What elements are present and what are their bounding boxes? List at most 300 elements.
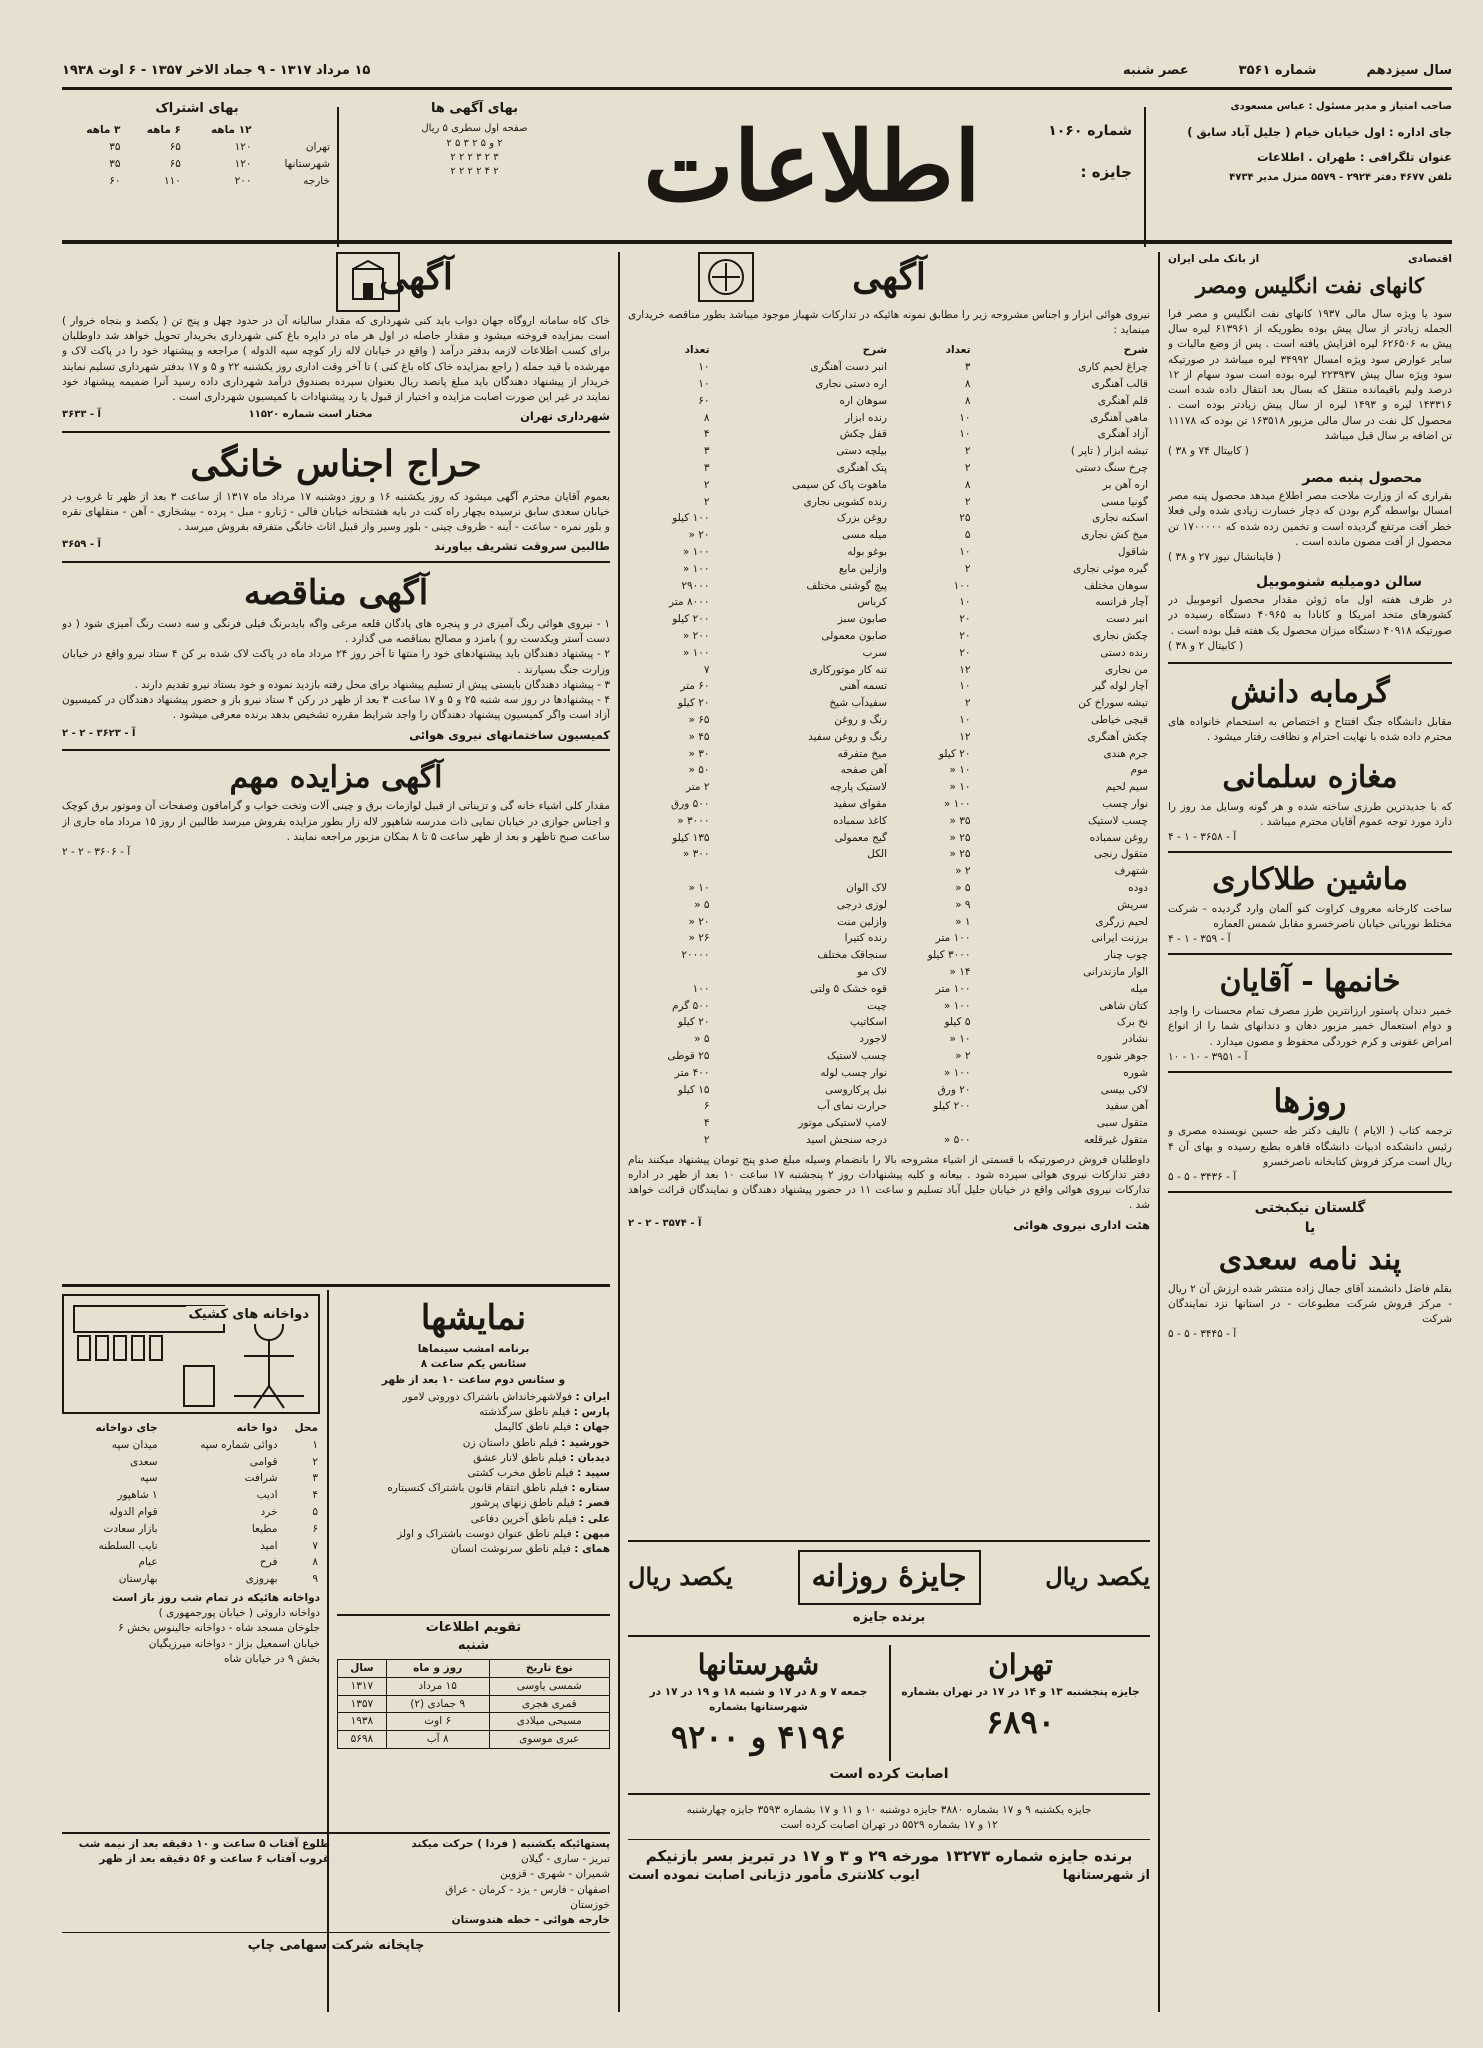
- date-label: ۱۵ مرداد ۱۳۱۷ - ۹ جماد الاخر ۱۳۵۷ - ۶ اوت ۱۹۳۸: [62, 63, 371, 78]
- auction-title: حراج اجناس خانگی: [190, 442, 482, 485]
- item-description: قیچی خیاطی: [1090, 713, 1148, 726]
- item-description: نخ برک: [1116, 1016, 1148, 1029]
- item-quantity: ۲۰ کیلو: [677, 697, 710, 710]
- prize-winner-label: برنده جایزه: [852, 1609, 926, 1625]
- item-description: چکش نجاری: [1092, 629, 1148, 642]
- items-row: [628, 494, 1150, 511]
- item-quantity: ۱۳۵ کیلو: [672, 831, 710, 844]
- item-description: میله مسی: [842, 529, 888, 542]
- items-row: [628, 544, 1150, 561]
- air-force-seal-icon: [698, 252, 754, 302]
- tender-p1: ۱ - نیروی هوائی رنگ آمیزی در و پنجره های پادگان قلعه مرغی واگه بایدبرنگ فیلی فرنگی و سه دست رنگ آمیزی شود ( دو دست آستر ویکدست رو ) بامزد و مصالح بمناقصه می گذارد .: [62, 618, 610, 646]
- municipal-notice-body: خاک کاه سامانه اروگاه جهان دواب باید کنی شهرداری که مقدار سالیانه آن در حدود چهل و پنج تن ( یکصد و بنجاه خروار ) است بمزایده فروخته میشود و مقدار حاصله در اول هر ماه در داپره باغ کنی شهرداری بخریدار تحویل خواهد شد داوطلبان برای کسب اطلاعات لازمه بدفتر درآمد ( واقع در خیابان لاله زار کوچه سپه الدوله ) مراجعه و پیشنهاد خود را در پاکت لاک و مهرشده با قید جمله ( راجع بمزایده خاک کاه باغ کنی ) تا آخر وقت اداری روز یکشنبه ۲۲ و ۵ و ۱۷ بدفتر شهرداری تسلیم نمایند خریدار از پیشنهاد دهندگان باید مبلغ پانصد ریال بعنوان سپرده بصندوق درآمد شهرداری داده رسید آنرا ضمیمه پیشنهاد خود نمایند در غیر این صورت اصابت مزایده و اختیار از قبول یا رد پیشنهادات با کمیسیون شهرداری است .: [62, 315, 610, 404]
- items-row: [628, 846, 1150, 863]
- pharm-cell: ۴: [312, 1489, 318, 1502]
- items-row: [628, 762, 1150, 779]
- item-description: میله: [1130, 982, 1148, 995]
- item-quantity: ۸: [964, 478, 971, 491]
- item-description: رنده کتیرا: [844, 932, 888, 945]
- center-column: [628, 252, 1150, 1537]
- item-quantity: ۱۰۰ «: [682, 646, 710, 659]
- barber-code: آ - ۳۶۵۸ - ۱ - ۴: [1168, 831, 1237, 843]
- item-quantity: ۲: [964, 462, 971, 475]
- item-description: سفیدآب شیخ: [829, 697, 888, 710]
- item-quantity: ۱۰ «: [688, 881, 710, 894]
- item-quantity: ۴: [703, 428, 710, 441]
- sunset-line: غروب آفتاب ۶ ساعت و ۵۶ دقیقه بعد از ظهر: [99, 1853, 330, 1866]
- item-quantity: ۲: [964, 445, 971, 458]
- item-description: شوره: [1123, 1066, 1148, 1079]
- item-description: سریش: [1117, 898, 1148, 911]
- item-description: لامپ لاستیکی موتور: [798, 1117, 888, 1130]
- pharm-cell: فرح: [259, 1556, 278, 1569]
- items-row: [628, 678, 1150, 695]
- pharm-header: دوا خانه: [236, 1422, 278, 1434]
- day-label: عصر شنبه: [1123, 63, 1189, 78]
- film-title: فیلم ناطق زنهای پرشور: [470, 1497, 576, 1510]
- right-column: [1168, 252, 1452, 2022]
- prize-bottom-2a: از شهرستانها: [1062, 1868, 1150, 1884]
- item-description: قالب آهنگری: [1091, 378, 1148, 391]
- top-line: [62, 62, 1452, 84]
- barber-title: مغازه سلمانی: [1222, 759, 1398, 795]
- issue-number: شماره ۱۰۶۰: [1048, 123, 1132, 139]
- item-quantity: ۲: [703, 1133, 710, 1146]
- film-title: فیلم ناطق لانار عشق: [473, 1451, 567, 1464]
- pharm-header: جای دواخانه: [95, 1422, 158, 1434]
- item-quantity: ۱۰: [959, 428, 971, 441]
- calendar-cell: ۱۳۱۷: [338, 1677, 387, 1695]
- cities-desc: جمعه ۷ و ۸ در ۱۷ و شنبه ۱۸ و ۱۹ در ۱۷ در شهرستانها بشماره: [649, 1685, 868, 1714]
- show-item: [337, 1420, 610, 1435]
- item-description: ماهوت پاک کن سیمی: [792, 478, 888, 491]
- calendar-row: [338, 1695, 610, 1713]
- calendar-section: [337, 1614, 610, 1834]
- pharm-cell: عیام: [138, 1556, 158, 1569]
- item-quantity: ۱۰۰: [692, 982, 710, 995]
- item-description: قلم آهنگری: [1097, 394, 1148, 407]
- item-quantity: ۱۰ «: [949, 764, 971, 777]
- bottom-left-section: [62, 1832, 610, 2022]
- item-description: الکل: [867, 848, 888, 861]
- item-quantity: ۳۰۰۰ «: [677, 814, 710, 827]
- office-line: جای اداره : اول خیابان خیام ( جلیل آباد سابق ): [1187, 125, 1452, 140]
- masthead-issue: [1002, 122, 1132, 242]
- film-title: فیلم ناطق انتقام قانون باشتراک کنسیتاره: [387, 1482, 568, 1495]
- ad-rates-row: ۲ و ۵ ۲ ۳ ۵ ۲: [446, 137, 503, 149]
- item-quantity: ۳: [964, 361, 971, 374]
- ad-rates-row: ۳ ۲ ۳ ۲ ۲ ۲: [450, 151, 499, 163]
- show-item: [337, 1451, 610, 1466]
- golestan-pre: گلستان نیکبختی: [1254, 1200, 1366, 1217]
- item-quantity: ۲۰: [959, 646, 971, 659]
- pharm-row: [62, 1470, 320, 1487]
- items-row: [628, 729, 1150, 746]
- items-row: [628, 863, 1150, 880]
- tender-p3: ۳ - پیشنهاد دهندگان بایستی پیش از تسلیم پیشنهاد برای محل رفته بازدید نموده و خود بستاد نیرو تقدیم دارند .: [134, 678, 610, 691]
- item-description: وازلین منت: [837, 915, 888, 928]
- items-row: [628, 830, 1150, 847]
- item-quantity: ۸۰۰۰ متر: [669, 596, 710, 609]
- item-description: تیشه ابزار ( تاپر ): [1070, 445, 1148, 458]
- bid-code: آ - ۳۶۰۶ - ۲ - ۲: [62, 846, 131, 859]
- item-description: چسب لاستیک: [1087, 814, 1148, 827]
- pharm-cell: ۱: [312, 1438, 318, 1451]
- items-row: [628, 611, 1150, 628]
- item-quantity: ۲: [703, 495, 710, 508]
- show-item: [337, 1436, 610, 1451]
- ad-rates-head: صفحه اول سطری ۵ ریال: [421, 123, 528, 135]
- item-description: متقول رنجی: [1093, 848, 1148, 861]
- days-code: آ - ۳۴۳۶ - ۵ - ۵: [1168, 1171, 1237, 1184]
- item-quantity: ۲۰ «: [688, 915, 710, 928]
- center-intro: نیروی هوائی ابزار و اجناس مشروحه زیر را مطابق نمونه هائیکه در تدارکات شهباز موجود میباشد بطور مناقصه خریداری مینماید :: [628, 309, 1150, 337]
- item-description: وازلین مایع: [838, 562, 888, 575]
- shows-section: [337, 1294, 610, 1604]
- items-row: [628, 947, 1150, 964]
- cities-number: ۴۱۹۶ و ۹۲۰۰: [670, 1718, 847, 1757]
- shows-list: [337, 1390, 610, 1557]
- item-description: گونیا مسی: [1101, 495, 1148, 508]
- days-title: روزها: [1273, 1081, 1347, 1120]
- item-description: جوهر شوره: [1096, 1049, 1148, 1062]
- pharm-open-2: جلوخان مسجد شاه - دواخانه جالینوس بخش ۶: [118, 1622, 320, 1635]
- item-quantity: ۲۰: [959, 613, 971, 626]
- typewriter-code: آ - ۳۵۹ - ۱ - ۴: [1168, 933, 1231, 946]
- items-row: [628, 662, 1150, 679]
- cal-header: سال: [338, 1659, 387, 1677]
- tehran-desc: جایزه پنجشنبه ۱۳ و ۱۴ در ۱۷ در تهران بشماره: [901, 1685, 1140, 1698]
- golestan-ya: یا: [1304, 1220, 1316, 1237]
- item-quantity: ۵: [964, 529, 971, 542]
- items-row: [628, 443, 1150, 460]
- calendar-cell: شمسی یاوسی: [489, 1677, 609, 1695]
- municipal-notice-sign: شهرداری تهران: [520, 409, 610, 424]
- source-label: از بانک ملی ایران: [1168, 253, 1260, 265]
- items-row: [628, 712, 1150, 729]
- sunrise-line: طلوع آفتاب ۵ ساعت و ۱۰ دقیقه بعد از نیمه شب: [78, 1838, 330, 1850]
- item-quantity: ۲۰۰ «: [682, 629, 710, 642]
- item-quantity: ۵ «: [955, 881, 971, 894]
- item-quantity: ۲: [964, 495, 971, 508]
- ladies-title: خانمها - آقایان: [1219, 964, 1401, 1000]
- film-title: فیلم ناطق کالیمل: [494, 1421, 572, 1434]
- issue-label: شماره ۳۵۶۱: [1238, 63, 1317, 78]
- calendar-row: [338, 1713, 610, 1731]
- item-description: اسکنه نجاری: [1092, 512, 1148, 525]
- calendar-row: [338, 1731, 610, 1749]
- tender-p2: ۲ - پیشنهاد دهندگان باید پیشنهادهای خود را منتها تا آخر روز ۲۴ مرداد ماه در پاکت لاک شده بر کن ۴ ستاد نیرو واقع در خیابان وزارت جنگ بسپارند .: [62, 648, 610, 676]
- tender-code: آ - ۳۶۲۳ - ۲ - ۲: [62, 727, 136, 739]
- subscription: [62, 100, 332, 250]
- item-quantity: ۲۰ کیلو: [677, 1016, 710, 1029]
- item-quantity: ۲ متر: [685, 781, 710, 794]
- item-description: رنده کشویی نجاری: [803, 495, 888, 508]
- calendar-weekday: شنبه: [457, 1638, 490, 1654]
- item-description: چرخ سنگ دستی: [1075, 462, 1148, 475]
- item-quantity: ۲ «: [955, 1049, 971, 1062]
- show-item: [337, 1496, 610, 1511]
- pharm-open-4: بخش ۹ در خیابان شاه: [223, 1652, 320, 1665]
- item-description: لاکی بیسی: [1100, 1083, 1148, 1096]
- show-item: [337, 1542, 610, 1557]
- item-quantity: ۲ «: [955, 865, 971, 878]
- items-row: [628, 981, 1150, 998]
- economic-label: اقتصادی: [1407, 253, 1452, 265]
- show-item: [337, 1405, 610, 1420]
- items-row: [628, 1098, 1150, 1115]
- items-header: شرح: [1123, 344, 1148, 357]
- film-title: فیلم ناطق داستان زن: [462, 1436, 558, 1449]
- show-item: [337, 1481, 610, 1496]
- item-quantity: ۴۵ «: [688, 730, 710, 743]
- item-quantity: ۷: [703, 663, 710, 676]
- calendar-cell: ۸ آب: [386, 1731, 489, 1749]
- cal-header: نوع تاریخ: [489, 1659, 609, 1677]
- prize-title: جایزهٔ روزانه: [798, 1550, 981, 1605]
- pharmacy-banner: دواخانه های کشیک: [186, 1306, 313, 1324]
- show-item: [337, 1390, 610, 1405]
- sub-val: ۲۰۰: [234, 174, 252, 187]
- item-quantity: ۲۶ «: [688, 932, 710, 945]
- show-item: [337, 1466, 610, 1481]
- telegram-line: عنوان تلگرافی : طهران . اطلاعات: [1256, 149, 1452, 164]
- item-quantity: ۲۵: [959, 512, 971, 525]
- item-quantity: ۵ کیلو: [944, 1016, 971, 1029]
- item-description: حرارت نمای آب: [816, 1100, 888, 1113]
- cinema-name: جهان :: [574, 1421, 610, 1434]
- prize-label: جایزه :: [1080, 162, 1132, 181]
- cal-header: روز و ماه: [386, 1659, 489, 1677]
- item-description: آهن صفحه: [840, 764, 888, 777]
- pharmacist-illustration-icon: [62, 1294, 320, 1414]
- typewriter-title: ماشین طلاکاری: [1212, 862, 1408, 898]
- cinema-name: دیدبان :: [569, 1451, 610, 1464]
- item-description: اره آهن بر: [1102, 478, 1148, 491]
- item-quantity: ۱۰: [698, 378, 710, 391]
- municipality-emblem-icon: [336, 252, 400, 312]
- pharm-cell: خرد: [260, 1505, 278, 1518]
- item-quantity: ۱۰: [698, 361, 710, 374]
- sub-val: ۶۰: [109, 174, 121, 187]
- item-description: صابون معمولی: [821, 629, 888, 642]
- masthead-title-box: [622, 100, 1002, 250]
- items-row: [628, 1014, 1150, 1031]
- prize-section: [628, 1550, 1150, 2020]
- calendar-row: [338, 1677, 610, 1695]
- item-description: تسمه آهنی: [839, 680, 888, 693]
- items-row: [628, 813, 1150, 830]
- item-quantity: [628, 964, 712, 981]
- items-table: [628, 342, 1150, 1148]
- post-line: خوزستان: [570, 1898, 610, 1911]
- center-sign: هئت اداری نیروی هوائی: [1013, 1217, 1150, 1232]
- item-quantity: ۱۰۰ متر: [935, 932, 971, 945]
- film-title: فولاشهرخانداش باشتراک دوروتی لامور: [402, 1390, 573, 1403]
- item-description: اسکاتیپ: [849, 1016, 888, 1029]
- items-row: [628, 426, 1150, 443]
- item-description: سیم لحیم: [1105, 781, 1148, 794]
- item-description: الوار مازندرانی: [1083, 965, 1148, 978]
- left-top-column: [62, 252, 610, 1282]
- item-description: ماهی آهنگری: [1090, 411, 1148, 424]
- item-quantity: ۲۰ «: [688, 529, 710, 542]
- item-description: موم: [1130, 764, 1148, 777]
- item-description: رنگ و روغن: [834, 713, 888, 726]
- calendar-cell: ۱۵ مرداد: [386, 1677, 489, 1695]
- items-header: شرح: [862, 344, 888, 357]
- item-description: آهن سفید: [1105, 1100, 1148, 1113]
- golestan-title: پند نامه سعدی: [1218, 1242, 1402, 1277]
- show-item: [337, 1512, 610, 1527]
- prize-left-amount: یکصد ریال: [628, 1562, 733, 1592]
- bath-title: گرمابه دانش: [1230, 674, 1390, 710]
- sub-col: ۶ ماهه: [146, 124, 181, 137]
- cinema-name: پارس :: [573, 1406, 610, 1419]
- item-quantity: ۳: [703, 462, 710, 475]
- pharm-cell: سپه: [140, 1472, 158, 1485]
- pharm-row: [62, 1571, 320, 1588]
- sub-val: ۱۱۰: [164, 174, 181, 187]
- sub-val: ۱۲۰: [234, 158, 252, 171]
- item-quantity: ۵ «: [694, 898, 710, 911]
- items-row: [628, 914, 1150, 931]
- item-description: نشادر: [1122, 1033, 1148, 1046]
- items-row: [628, 897, 1150, 914]
- pharm-cell: بهارستان: [118, 1573, 158, 1586]
- item-quantity: ۶۵ «: [688, 713, 710, 726]
- item-description: نوار چسب: [1102, 797, 1148, 810]
- item-quantity: ۲۰ کیلو: [938, 747, 971, 760]
- pharm-cell: ۶: [312, 1522, 318, 1535]
- item-quantity: ۱۴ «: [949, 965, 971, 978]
- item-description: شتهرف: [1114, 865, 1148, 878]
- item-description: برزنت ایرانی: [1091, 932, 1148, 945]
- item-description: قفل چکش: [839, 428, 888, 441]
- cinema-name: سپید :: [577, 1467, 610, 1480]
- item-quantity: ۲۰۰۰۰: [681, 949, 710, 962]
- item-description: چوب چنار: [1104, 949, 1148, 962]
- pharm-row: [62, 1437, 320, 1454]
- shows-sub-3: و سئانس دوم ساعت ۱۰ بعد از ظهر: [381, 1373, 566, 1386]
- items-row: [628, 561, 1150, 578]
- sub-row-name: شهرستانها: [284, 158, 330, 171]
- pharm-cell: قوام الدوله: [108, 1505, 158, 1518]
- cotton-text: بقراری که از وزارت ملاحت مصر اطلاع میدهد محصول پنبه مصر امسال بواسطه گرم بودن که دچار خسارت زیادی شده ولی فعلا خطر آفت مرتفع گردیده است و تخمین زده شده که ۱۷۰۰۰۰۰ تن محصول از آفت مصون مانده است .: [1168, 490, 1452, 548]
- item-description: تیشه سوراخ کن: [1078, 697, 1148, 710]
- pharm-row: [62, 1504, 320, 1521]
- post-title: پستهائیکه یکشنبه ( فردا ) حرکت میکند: [411, 1838, 610, 1850]
- item-quantity: ۱۰۰ «: [943, 797, 971, 810]
- item-quantity: ۵۰۰ گرم: [671, 999, 710, 1012]
- prize-right-amount: یکصد ریال: [1045, 1562, 1150, 1592]
- item-description: لاک مو: [857, 965, 888, 978]
- items-row: [628, 998, 1150, 1015]
- calendar-title: تقویم اطلاعات: [425, 1620, 522, 1635]
- items-row: [628, 645, 1150, 662]
- pharm-cell: ادیب: [256, 1489, 278, 1502]
- item-quantity: ۲۵ قوطی: [667, 1049, 710, 1062]
- item-description: لوزی درجی: [836, 898, 888, 911]
- post-line: خارجه هوائی - خطه هندوستان: [451, 1914, 610, 1927]
- film-title: فیلم ناطق سرنوشت انسان: [450, 1543, 571, 1556]
- pharm-row: [62, 1554, 320, 1571]
- item-quantity: ۳: [703, 445, 710, 458]
- item-quantity: ۲۰۰ کیلو: [933, 1100, 971, 1113]
- prize-note: اصابت کرده است: [829, 1765, 949, 1782]
- pharm-cell: ۱ شاهپور: [117, 1489, 158, 1502]
- oil-source: ( کابیتال ۷۴ و ۳۸ ): [1168, 445, 1249, 457]
- item-quantity: ۱۰۰: [953, 579, 971, 592]
- items-header: تعداد: [945, 344, 971, 357]
- item-description: آچار لوله گیر: [1092, 680, 1148, 693]
- item-description: [712, 863, 889, 880]
- items-row: [628, 393, 1150, 410]
- item-quantity: ۲۰۰ کیلو: [672, 613, 710, 626]
- post-line: شمیران - شهری - قزوین: [500, 1868, 610, 1881]
- bid-body: مقدار کلی اشیاء خانه گی و تزیناتی از قبیل لوازمات برق و چینی آلات وتخت خواب و گرامافون وصفحات آن وموتور برق کوچک و اجناس جوازی در خیابان نمایی ذات مدرسه شاهپور لاله زار بطور مزایده بفروش میرسد طالبین از روز ۱۵ مرداد ماه جاری از ساعت صبح تاظهر و بعد از ظهر ساعت ۵ تا ۸ بمکان مزبور مراجعه نمایند .: [62, 800, 610, 843]
- item-quantity: ۲۹۰۰۰: [681, 579, 710, 592]
- oil-title: کانهای نفت انگلیس ومصر: [1195, 273, 1425, 299]
- items-row: [628, 964, 1150, 981]
- items-row: [628, 628, 1150, 645]
- item-description: من نجاری: [1104, 663, 1148, 676]
- item-description: کاغذ سمباده: [833, 814, 888, 827]
- pharm-cell: بازار سعادت: [103, 1522, 158, 1535]
- calendar-cell: ۱۳۵۷: [338, 1695, 387, 1713]
- barber-text: که با جدیدترین طرزی ساخته شده و هر گونه وسایل مد روز را دارد مورد توجه عموم آقایان محترم میباشد .: [1168, 800, 1452, 828]
- items-row: [628, 930, 1150, 947]
- pharm-cell: ۵: [312, 1505, 318, 1518]
- pharm-cell: مطیعا: [251, 1522, 278, 1535]
- item-description: سرب: [862, 646, 888, 659]
- item-description: میخ کش نجاری: [1081, 529, 1148, 542]
- items-row: [628, 594, 1150, 611]
- cinema-name: فصر :: [578, 1497, 610, 1510]
- printer-line: چاپخانه شرکت سهامی چاپ: [247, 1938, 425, 1954]
- item-description: نوار چسب لوله: [820, 1066, 888, 1079]
- item-quantity: ۲۰: [959, 629, 971, 642]
- auction-code: آ - ۳۶۵۹: [62, 539, 101, 551]
- item-description: بیلچه دستی: [836, 445, 888, 458]
- cinema-name: ایران :: [575, 1390, 610, 1403]
- item-quantity: ۶۰: [698, 394, 710, 407]
- item-quantity: ۱۰۰ متر: [935, 982, 971, 995]
- pharm-open-title: دواخانه هائیکه در تمام شب روز باز است: [112, 1591, 320, 1604]
- ad-rates-title: بهای آگهی ها: [431, 101, 518, 116]
- item-quantity: ۸: [964, 394, 971, 407]
- calendar-cell: عبری موسوی: [489, 1731, 609, 1749]
- cotton-title: محصول پنبه مصر: [1302, 470, 1422, 487]
- item-quantity: ۵ «: [694, 1033, 710, 1046]
- item-quantity: ۱۵ کیلو: [677, 1083, 710, 1096]
- sub-val: ۱۲۰: [234, 141, 252, 154]
- items-row: [628, 359, 1150, 376]
- pharm-header: محل: [294, 1422, 318, 1434]
- golestan-code: آ - ۳۴۴۵ - ۵ - ۵: [1168, 1328, 1237, 1341]
- item-description: انبر دست آهنگری: [810, 361, 888, 374]
- center-code: آ - ۳۵۷۴ - ۲ - ۲: [628, 1217, 702, 1229]
- typewriter-text: ساخت کارخانه معروف کراوت کنو آلمان وارد گردیده - شرکت مختلط نوریانی خیابان ناصرخسرو مقابل شمس العماره: [1168, 902, 1452, 931]
- item-description: آچار فرانسه: [1095, 596, 1148, 609]
- pharm-cell: امید: [260, 1539, 278, 1552]
- item-quantity: ۱۰۰ «: [682, 562, 710, 575]
- pharm-cell: ۸: [312, 1556, 318, 1569]
- prize-small-2: ۱۲ و ۱۷ بشماره ۵۵۲۹ در تهران اصابت کرده است: [780, 1818, 998, 1831]
- item-description: بوغو بوله: [847, 546, 888, 558]
- pharm-cell: ۹: [312, 1573, 318, 1586]
- cities-label: شهرستانها: [697, 1648, 820, 1682]
